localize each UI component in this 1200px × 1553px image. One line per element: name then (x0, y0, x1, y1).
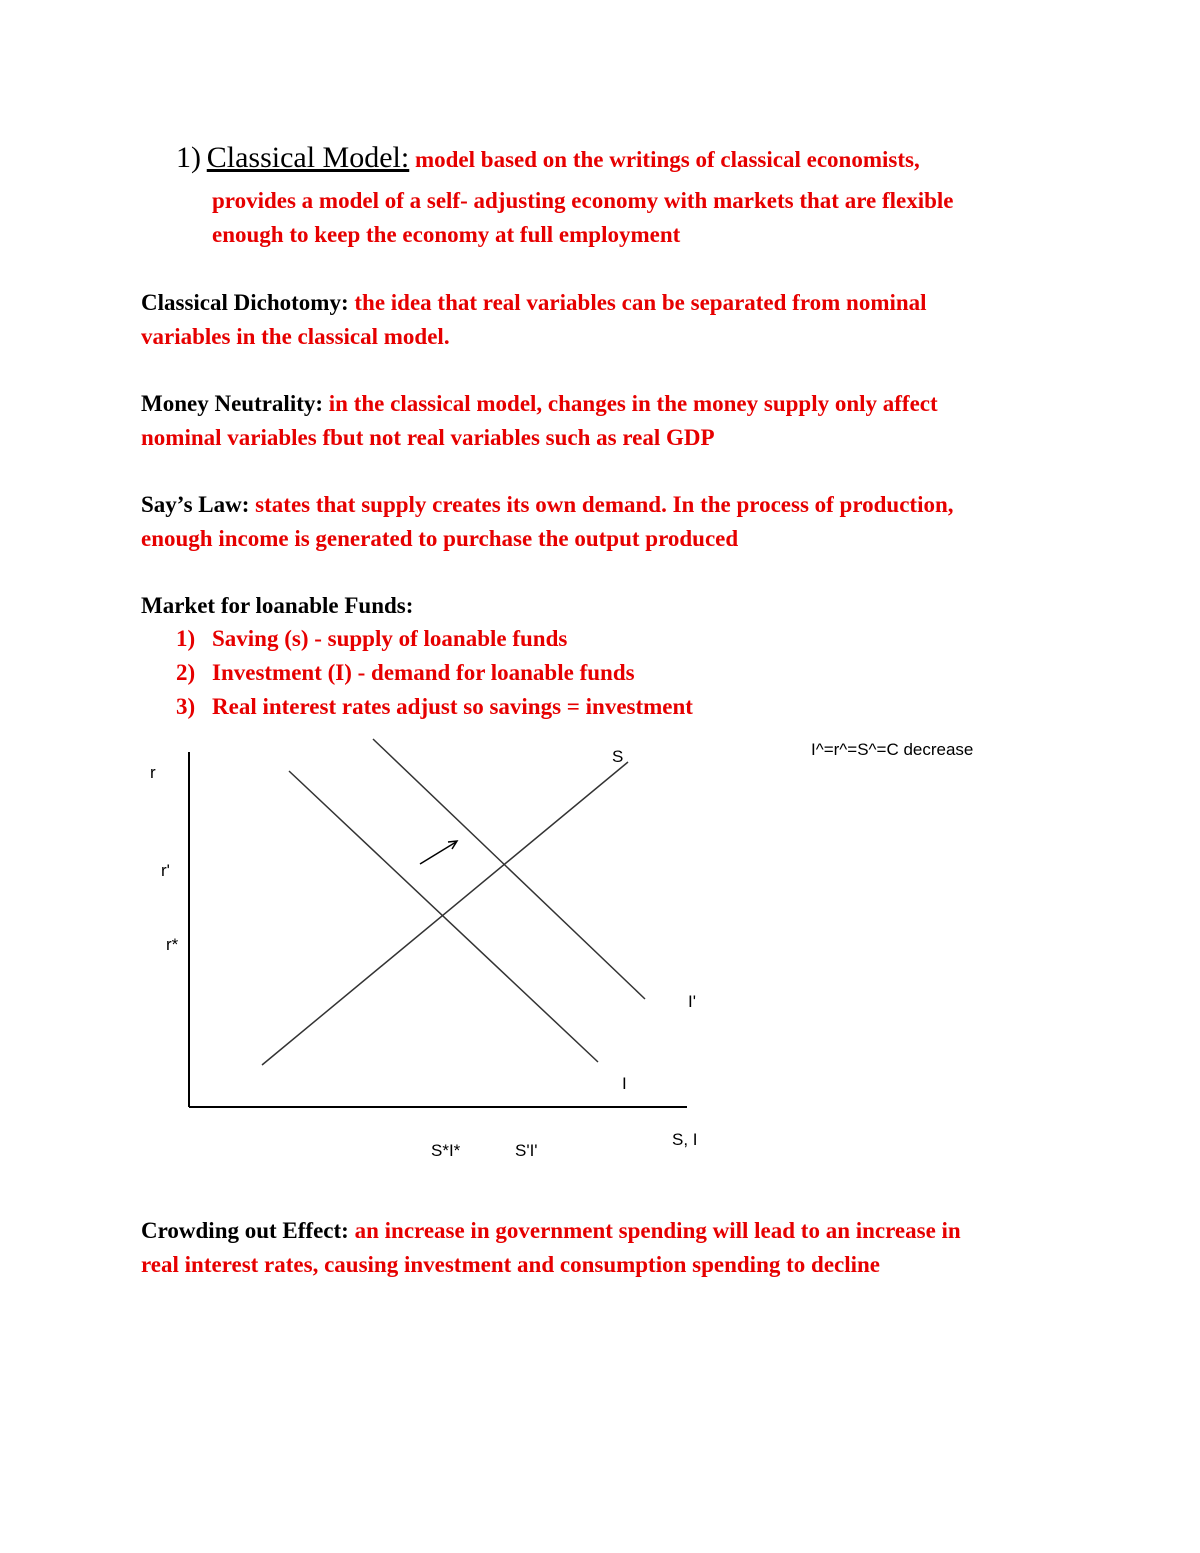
list-item-number: 2) (176, 660, 196, 685)
says-law-def-line2: enough income is generated to purchase the output produced (141, 526, 739, 551)
crowding-def-line1: an increase in government spending will lead to an increase in (354, 1218, 961, 1243)
section-title: Classical Model: (206, 141, 410, 174)
says-law-def-line1: states that supply creates its own demand. In the process of production, (255, 492, 954, 517)
list-item-text: Real interest rates adjust so savings = investment (212, 694, 693, 719)
demand-label: I (622, 1074, 627, 1093)
demand-curve-i (289, 771, 598, 1062)
crowding-paragraph (141, 1214, 1101, 1248)
dichotomy-def-line1: the idea that real variables can be separated from nominal (354, 290, 927, 315)
classical-model-definition-line1: model based on the writings of classical economists, (414, 147, 920, 172)
crowding-term: Crowding out Effect: (141, 1218, 349, 1243)
crowding-def-line2: real interest rates, causing investment and consumption spending to decline (141, 1252, 881, 1277)
classical-model-definition-line3: enough to keep the economy at full employment (212, 222, 681, 247)
demand-prime-label: I' (688, 992, 696, 1011)
r-star-label: r* (166, 935, 179, 954)
neutrality-term: Money Neutrality: (141, 391, 324, 416)
shift-arrow (420, 842, 456, 864)
y-axis-label: r (150, 763, 156, 782)
supply-label: S (612, 747, 624, 766)
x-tick-star-label: S*I* (431, 1141, 461, 1160)
loanable-heading: Market for loanable Funds: (141, 593, 414, 618)
demand-curve-i-prime (373, 739, 645, 999)
section-number: 1) (176, 141, 201, 174)
neutrality-def-line1: in the classical model, changes in the money supply only affect (328, 391, 938, 416)
list-item-number: 3) (176, 694, 196, 719)
graph-note: I^=r^=S^=C decrease (811, 740, 974, 759)
dichotomy-term: Classical Dichotomy: (141, 290, 349, 315)
list-item-text: Saving (s) - supply of loanable funds (212, 626, 568, 651)
dichotomy-def-line2: variables in the classical model. (141, 324, 450, 349)
neutrality-def-line2: nominal variables fbut not real variables such as real GDP (141, 425, 715, 450)
x-tick-prime-label: S'I' (515, 1141, 538, 1160)
says-law-term: Say’s Law: (141, 492, 250, 517)
r-prime-label: r' (161, 861, 170, 880)
list-item-number: 1) (176, 626, 196, 651)
x-axis-label: S, I (672, 1130, 698, 1149)
classical-model-definition-line2: provides a model of a self- adjusting economy with markets that are flexible (212, 188, 954, 213)
list-item-text: Investment (I) - demand for loanable funds (212, 660, 635, 685)
